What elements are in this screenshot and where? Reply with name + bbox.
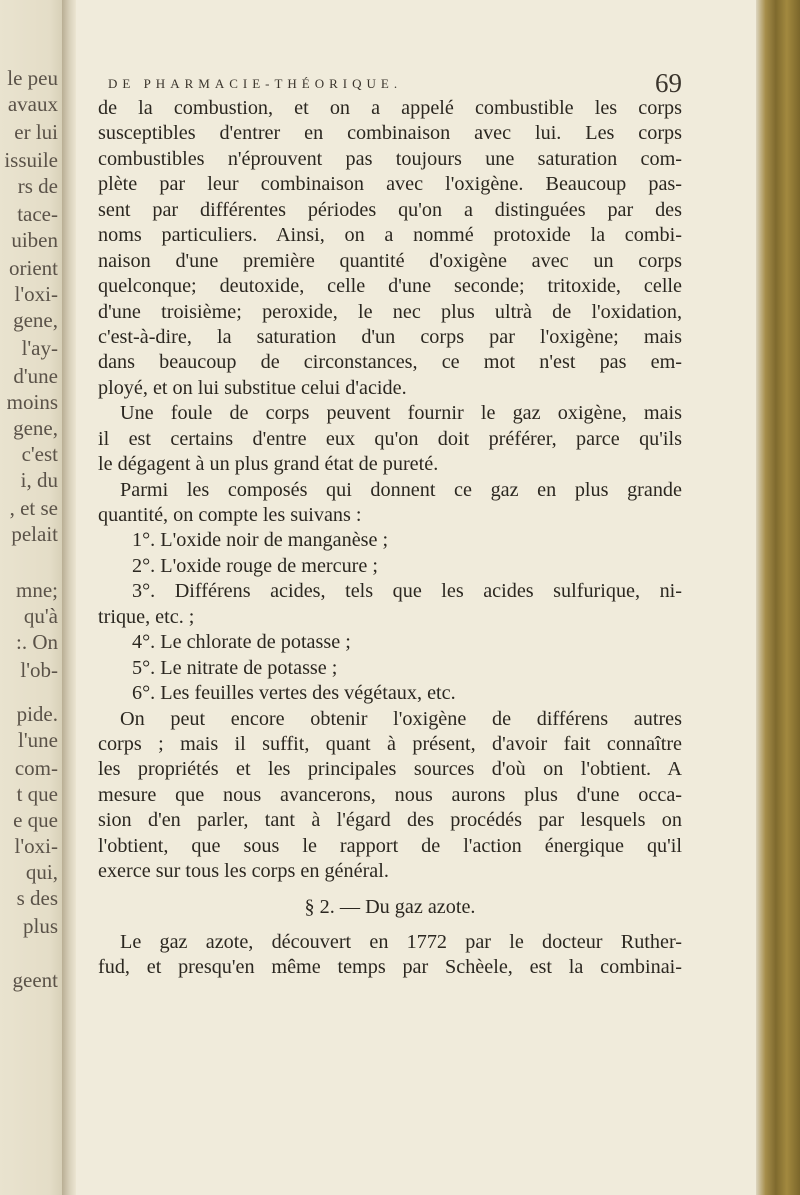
- facing-fragment: t que: [16, 782, 58, 806]
- text-line: corps ; mais il suffit, quant à présent, d'avoir fait connaître: [98, 732, 682, 755]
- facing-fragment: d'une: [13, 364, 58, 388]
- list-item: 2°. L'oxide rouge de mercure ;: [132, 554, 379, 577]
- running-head-title: DE PHARMACIE-THÉORIQUE.: [108, 76, 403, 91]
- facing-fragment: pelait: [11, 522, 58, 546]
- list-item: 5°. Le nitrate de potasse ;: [132, 656, 338, 679]
- text-line: quantité, on compte les suivans :: [98, 504, 362, 526]
- facing-fragment: l'ay-: [21, 336, 58, 360]
- facing-fragment: pide.: [16, 702, 58, 726]
- facing-fragment: e que: [13, 808, 58, 832]
- text-line: sion d'en parler, tant à l'égard des procédés par lesquels on: [98, 809, 682, 832]
- text-line: Le gaz azote, découvert en 1772 par le docteur Ruther-: [120, 931, 682, 953]
- text-line: les propriétés et les principales sources d'où on l'obtient. A: [98, 758, 682, 781]
- text-line: exerce sur tous les corps en général.: [98, 860, 389, 883]
- text-line: Une foule de corps peuvent fournir le gaz oxigène, mais: [120, 402, 682, 425]
- text-line: mesure que nous avancerons, nous aurons plus d'une occa-: [98, 783, 682, 806]
- facing-fragment: , et se: [9, 496, 58, 520]
- facing-fragment: mne;: [16, 578, 58, 602]
- facing-fragment: c'est: [21, 442, 58, 466]
- text-line: quelconque; deutoxide, celle d'une seconde; tritoxide, celle: [98, 275, 682, 298]
- section-heading: § 2. — Du gaz azote.: [304, 895, 476, 918]
- text-line: l'obtient, que sous le rapport de l'action énergique qu'il: [98, 834, 682, 857]
- facing-fragment: l'une: [18, 728, 58, 752]
- text-line: combustibles n'éprouvent pas toujours une saturation com-: [98, 147, 682, 170]
- facing-fragment: tace-: [17, 202, 58, 226]
- text-line: fud, et presqu'en même temps par Schèele, est la combinai-: [98, 956, 682, 979]
- facing-fragment: l'oxi-: [14, 834, 58, 858]
- facing-fragment: issuile: [4, 148, 58, 172]
- facing-fragment: qu'à: [23, 604, 58, 628]
- list-item: 1°. L'oxide noir de manganèse ;: [132, 529, 389, 552]
- facing-fragment: qui,: [25, 860, 58, 884]
- text-line: ployé, et on lui substitue celui d'acide.: [98, 376, 407, 399]
- text-line: il est certains d'entre eux qu'on doit préférer, parce qu'ils: [98, 427, 682, 450]
- facing-fragment: er lui: [14, 120, 58, 144]
- text-line: dans beaucoup de circonstances, ce mot n'est pas em-: [98, 351, 682, 374]
- text-line: c'est-à-dire, la saturation d'un corps par l'oxigène; mais: [98, 325, 682, 348]
- facing-fragment: s des: [16, 886, 58, 910]
- text-line: On peut encore obtenir l'oxigène de différens autres: [120, 707, 682, 730]
- text-line: naison d'une première quantité d'oxigène avec un corps: [98, 249, 682, 272]
- facing-fragment: gene,: [13, 416, 58, 440]
- text-line: noms particuliers. Ainsi, on a nommé protoxide la combi-: [98, 224, 682, 247]
- facing-fragment: le peu: [7, 66, 58, 90]
- facing-fragment: l'oxi-: [14, 282, 58, 306]
- facing-fragment: uiben: [11, 228, 58, 252]
- list-item: 6°. Les feuilles vertes des végétaux, etc.: [132, 682, 456, 705]
- facing-fragment: rs de: [17, 174, 58, 198]
- facing-fragment: com-: [14, 756, 58, 780]
- text-line: sent par différentes périodes qu'on a distinguées par des: [98, 198, 682, 221]
- facing-fragment: orient: [9, 256, 58, 280]
- section-spacer: [98, 920, 682, 930]
- facing-fragment: geent: [12, 968, 58, 992]
- section-spacer: [98, 885, 682, 895]
- facing-fragment: l'ob-: [20, 658, 58, 682]
- text-line: Parmi les composés qui donnent ce gaz en plus grande: [120, 478, 682, 501]
- book-gutter: [62, 0, 76, 1195]
- list-item: 4°. Le chlorate de potasse ;: [132, 631, 351, 654]
- facing-fragment: gene,: [13, 308, 58, 332]
- book-binding-edge: [756, 0, 800, 1195]
- facing-fragment: moins: [6, 390, 58, 414]
- text-line: d'une troisième; peroxide, le nec plus ultrà de l'oxidation,: [98, 300, 682, 323]
- facing-fragment: :. On: [16, 630, 58, 654]
- facing-fragment: i, du: [20, 468, 58, 492]
- list-item: 3°. Différens acides, tels que les acides sulfurique, ni-: [132, 580, 682, 603]
- facing-fragment: plus: [22, 914, 58, 938]
- text-line: susceptibles d'entrer en combinaison avec lui. Les corps: [98, 122, 682, 145]
- page-number: 69: [655, 68, 682, 98]
- facing-fragment: avaux: [7, 92, 58, 116]
- text-line: plète par leur combinaison avec l'oxigène. Beaucoup pas-: [98, 173, 682, 196]
- text-line: le dégagent à un plus grand état de pureté.: [98, 453, 439, 476]
- facing-page-edge: [0, 0, 62, 1195]
- text-line: de la combustion, et on a appelé combustible les corps: [98, 97, 682, 119]
- text-line: trique, etc. ;: [98, 605, 195, 628]
- body-text: [98, 96, 682, 981]
